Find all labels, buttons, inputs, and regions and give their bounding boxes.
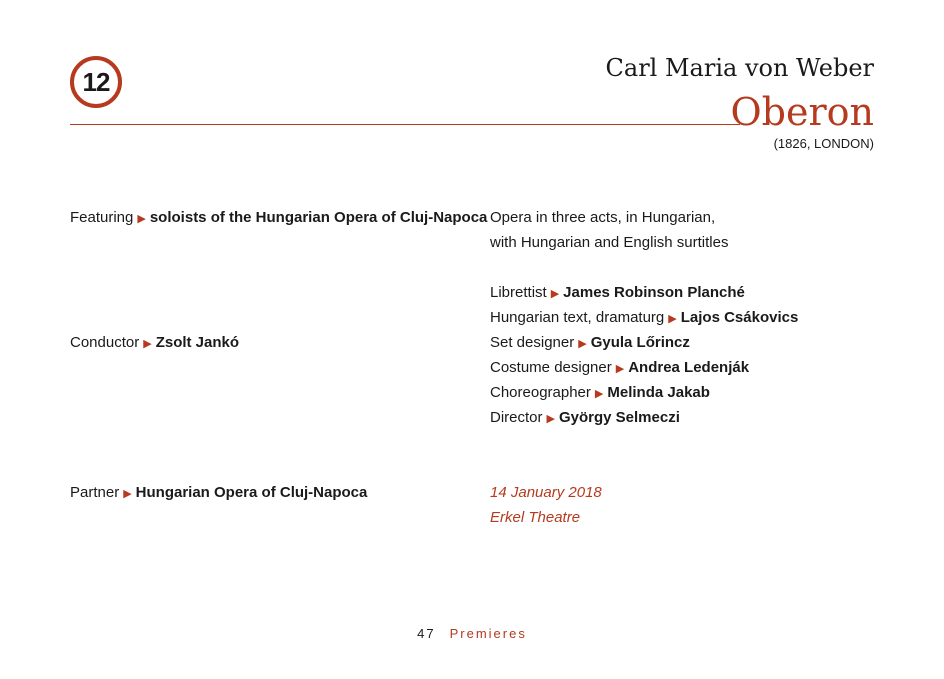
credit-label: Conductor [70,334,140,351]
arrow-icon: ▶ [546,413,555,425]
dramaturg-credit [490,308,798,329]
opera-title: Oberon [730,90,874,134]
credit-value: Gyula Lőrincz [590,334,690,351]
credit-label: Costume designer [490,359,612,376]
credit-value: György Selmeczi [558,409,680,426]
credit-label: Set designer [490,334,575,351]
credit-label: Featuring [70,209,134,226]
credit-value: Melinda Jakab [607,384,710,401]
director-credit [490,408,680,429]
partner-credit [70,483,367,504]
header-divider [70,124,740,125]
arrow-icon: ▶ [615,363,625,375]
description-line-2: with Hungarian and English surtitles [490,234,729,251]
arrow-icon: ▶ [578,338,587,350]
premiere-info: (1826, LONDON) [773,136,874,151]
description-line-1: Opera in three acts, in Hungarian, [490,209,716,226]
arrow-icon: ▶ [137,213,146,225]
page-number: 47 [417,626,436,641]
featuring-credit [70,208,487,229]
arrow-icon: ▶ [550,288,560,300]
costume-designer-credit [490,358,749,379]
choreographer-credit [490,383,710,404]
credit-value: Hungarian Opera of Cluj-Napoca [135,484,368,501]
credit-value: Zsolt Jankó [155,334,240,351]
credit-value: soloists of the Hungarian Opera of Cluj-Napoca [149,209,488,226]
credit-label: Hungarian text, dramaturg [490,309,665,326]
section-name: Premieres [449,626,527,641]
librettist-credit [490,283,745,304]
credit-label: Librettist [490,284,547,301]
credit-label: Director [490,409,543,426]
conductor-credit [70,333,239,354]
arrow-icon: ▶ [123,488,132,500]
credit-label: Choreographer [490,384,591,401]
arrow-icon: ▶ [594,388,604,400]
set-designer-credit [490,333,690,354]
credit-label: Partner [70,484,120,501]
credit-value: Lajos Csákovics [680,309,799,326]
composer-name: Carl Maria von Weber [605,54,874,82]
event-date: 14 January 2018 [490,484,602,501]
arrow-icon: ▶ [668,313,677,325]
item-number-badge [70,56,122,108]
credit-value: James Robinson Planché [563,284,745,301]
event-venue: Erkel Theatre [490,509,581,526]
credit-value: Andrea Ledenják [628,359,750,376]
arrow-icon: ▶ [143,338,152,350]
item-number: 12 [82,66,110,97]
page-footer [0,626,944,641]
